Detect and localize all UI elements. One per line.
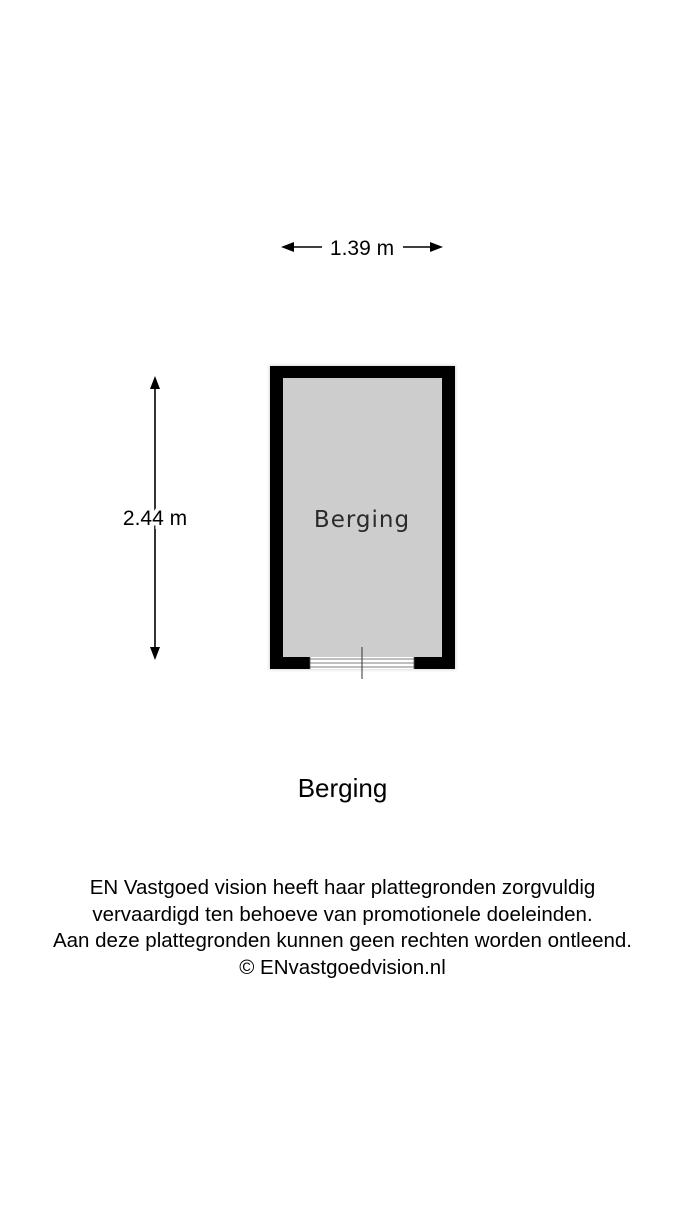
disclaimer-line: Aan deze plattegronden kunnen geen rechten worden ontleend. xyxy=(52,929,632,952)
wall-right xyxy=(442,366,455,669)
wall-top xyxy=(270,366,455,378)
height-dimension xyxy=(123,376,187,660)
disclaimer xyxy=(0,875,685,981)
width-dimension xyxy=(281,237,443,260)
wall-bottom-right xyxy=(414,657,455,669)
room-berging xyxy=(269,365,456,679)
width-label: 1.39 m xyxy=(329,237,395,260)
width-arrow-right-head xyxy=(430,242,443,252)
height-label: 2.44 m xyxy=(122,507,188,530)
wall-left xyxy=(270,366,283,669)
disclaimer-line: vervaardigd ten behoeve van promotionele doeleinden. xyxy=(92,902,593,926)
copyright-line: © ENvastgoedvision.nl xyxy=(239,955,446,979)
height-arrow-top-head xyxy=(150,376,160,389)
room-label: Berging xyxy=(313,507,411,533)
floor-title: Berging xyxy=(297,773,388,803)
disclaimer-line: EN Vastgoed vision heeft haar plattegronden zorgvuldig xyxy=(89,876,596,899)
width-arrow-left-head xyxy=(281,242,294,252)
height-arrow-bottom-head xyxy=(150,647,160,660)
wall-bottom-left xyxy=(270,657,310,669)
